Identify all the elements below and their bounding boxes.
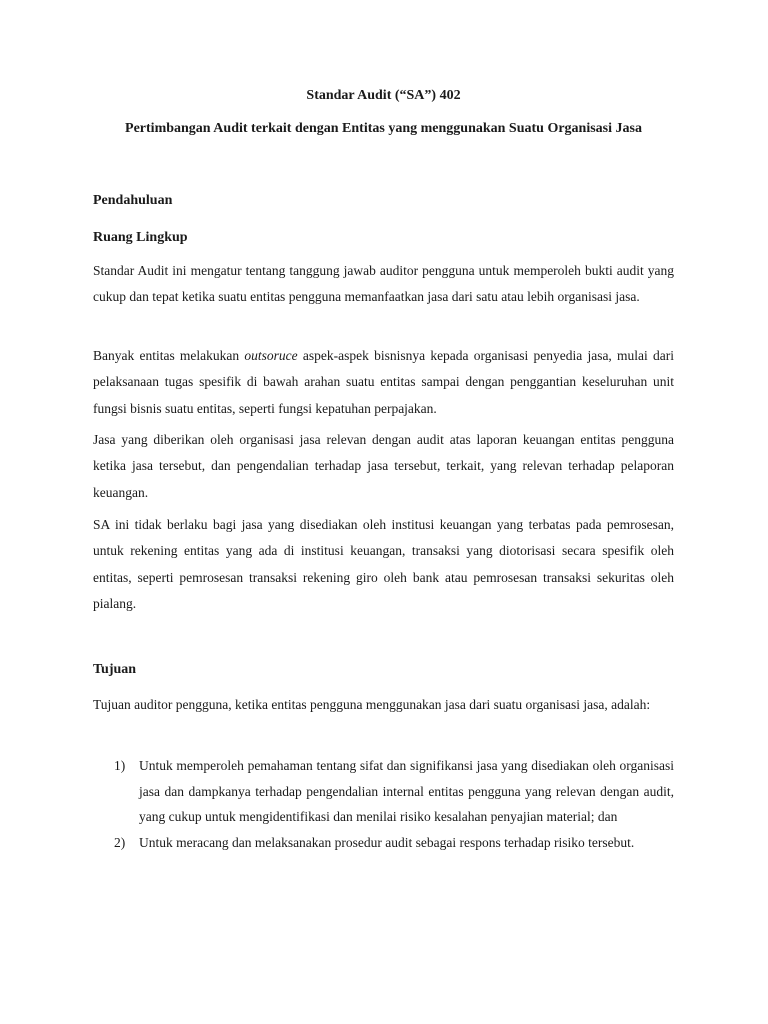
paragraph-outsourcing-end: aspek-aspek bisnisnya kepada organisasi penyedia jasa, mulai dari pelaksanaan tugas spesifik di bawah arahan suatu entitas sampai dengan penggantian keseluruhan unit fungsi bisnis suatu entitas, seperti fungsi kepatuhan perpajakan. (93, 348, 674, 416)
list-item-text: Untuk memperoleh pemahaman tentang sifat dan signifikansi jasa yang disediakan oleh organisasi jasa dan dampkanya terhadap pengendalian internal entitas pengguna yang relevan dengan audit, yang cukup untuk mengidentifikasi dan menilai risiko kesalahan penyajian material; dan (139, 758, 674, 824)
paragraph-exclusion: SA ini tidak berlaku bagi jasa yang disediakan oleh institusi keuangan yang terbatas pada pemrosesan, untuk rekening entitas yang ada di institusi keuangan, transaksi yang diotorisasi secara spesifik oleh entitas, seperti pemrosesan transaksi rekening giro oleh bank atau pemrosesan transaksi sekuritas oleh pialang. (93, 517, 674, 611)
paragraph-relevance: Jasa yang diberikan oleh organisasi jasa relevan dengan audit atas laporan keuangan entitas pengguna ketika jasa tersebut, dan pengendalian terhadap jasa tersebut, terkait, yang relevan terhadap pelaporan keuangan. (93, 432, 674, 500)
list-item-number: 1) (114, 758, 126, 773)
document-subtitle: Pertimbangan Audit terkait dengan Entitas yang menggunakan Suatu Organisasi Jasa (125, 121, 642, 136)
heading-pendahuluan: Pendahuluan (93, 193, 173, 208)
paragraph-outsourcing-start: Banyak entitas melakukan (93, 348, 245, 363)
list-item (93, 753, 674, 830)
list-item-number: 2) (114, 834, 126, 850)
document-page (93, 0, 674, 1024)
document-title: Standar Audit (“SA”) 402 (306, 88, 461, 103)
paragraph-scope: Standar Audit ini mengatur tentang tanggung jawab auditor pengguna untuk memperoleh bukti audit yang cukup dan tepat ketika suatu entitas pengguna memanfaatkan jasa dari satu atau lebih organisasi jasa. (93, 263, 674, 305)
list-item-text: Untuk meracang dan melaksanakan prosedur audit sebagai respons terhadap risiko tersebut. (139, 834, 635, 850)
heading-tujuan: Tujuan (93, 662, 137, 677)
list-item (93, 830, 674, 856)
outsource-term: outsoruce (244, 348, 298, 363)
heading-ruang-lingkup: Ruang Lingkup (93, 230, 188, 245)
paragraph-objectives-intro: Tujuan auditor pengguna, ketika entitas pengguna menggunakan jasa dari suatu organisasi jasa, adalah: (93, 697, 651, 712)
objectives-list (93, 753, 674, 855)
paragraph-outsourcing (93, 343, 674, 422)
